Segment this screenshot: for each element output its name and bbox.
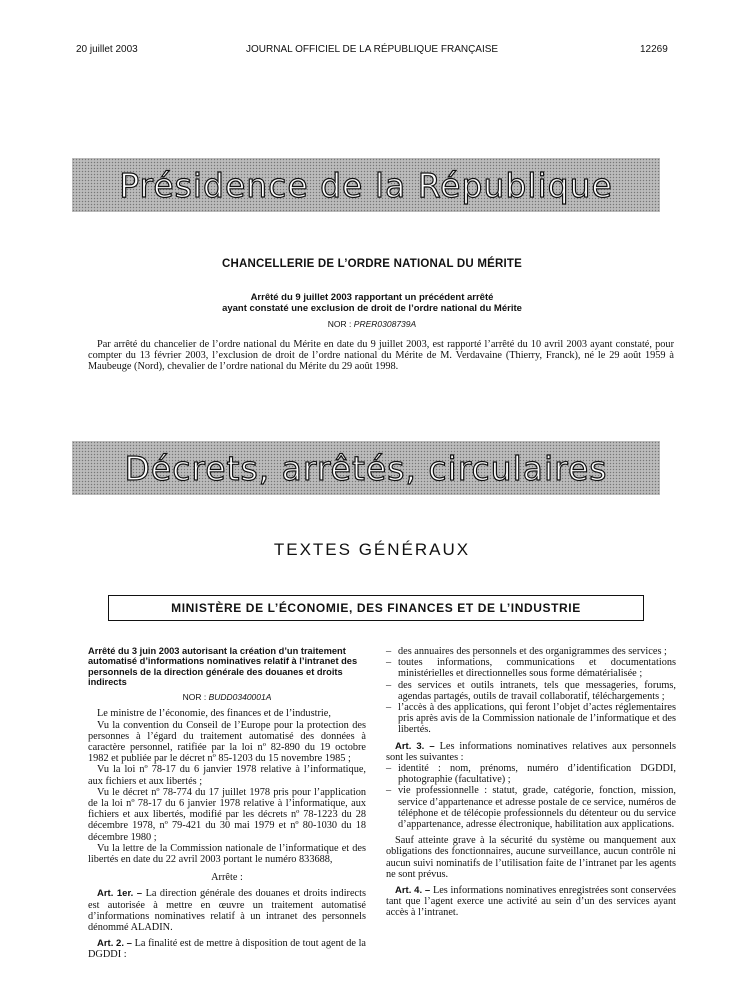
article-4-label: Art. 4. –: [395, 885, 431, 897]
arrete-title-line1: Arrêté du 9 juillet 2003 rapportant un précédent arrêté: [250, 292, 494, 303]
article-3-text: Les informations nominatives relatives aux personnels sont les suivantes :: [386, 740, 676, 763]
right-column: [386, 646, 676, 919]
list-item: – identité : nom, prénoms, numéro d’identification DGDDI, photographie (facultative) ;: [386, 763, 676, 785]
nor-label: NOR :: [327, 319, 352, 329]
chancellerie-heading: CHANCELLERIE DE L’ORDRE NATIONAL DU MÉRITE: [222, 258, 522, 270]
nor-code: BUDD0340001A: [208, 692, 272, 703]
article-1-text: La direction générale des douanes et droits indirects est autorisée à mettre en œuvre un traitement automatisé d’informations nominatives relatif à un intranet des personnels dénommé ALADIN.: [88, 888, 366, 934]
arrete-title-line2: ayant constaté une exclusion de droit de l’ordre national du Mérite: [222, 303, 522, 314]
nor-label: NOR :: [182, 692, 207, 703]
banner-text: Présidence de la République: [119, 165, 613, 205]
article-1: [88, 888, 366, 933]
journal-title: JOURNAL OFFICIEL DE LA RÉPUBLIQUE FRANÇAISE: [246, 44, 499, 55]
arrete-word: Arrête :: [211, 872, 243, 884]
ministry-box: [108, 595, 644, 621]
banner-text: Décrets, arrêtés, circulaires: [124, 448, 608, 488]
ministry-name: MINISTÈRE DE L’ÉCONOMIE, DES FINANCES ET DE L’INDUSTRIE: [171, 601, 581, 615]
nor-reference: [72, 319, 672, 329]
preamble-vu-lettre: Vu la lettre de la Commission nationale de l’informatique et des libertés en date du 22 avril 2003 portant le numéro 833688,: [88, 842, 366, 866]
article-2: [88, 938, 366, 960]
nor-reference: [88, 692, 366, 703]
section-title: TEXTES GÉNÉRAUX: [273, 540, 471, 559]
list-item: – l’accès à des applications, qui feront l’objet d’actes réglementaires pris après avis de la Commission nationale de l’informatique et des libertés.: [386, 702, 676, 736]
article-4: [386, 885, 676, 919]
list-item: – des services et outils intranets, tels que messageries, forums, agendas partagés, outils de travail collaboratif, téléchargements ;: [386, 680, 676, 702]
list-item: – des annuaires des personnels et des organigrammes des services ;: [386, 646, 676, 657]
body-paragraph: Par arrêté du chancelier de l’ordre national du Mérite en date du 9 juillet 2003, est rapporté l’arrêté du 10 avril 2003 ayant constaté, pour compter du 13 février 2003, l’exclusion de droit de l’ordre national du Mérite de M. Verdavaine (Thierry, Franck), né le 29 août 1959 à Maubeuge (Nord), chevalier de l’ordre national du Mérite du 29 août 1998.: [88, 339, 674, 373]
list-item: – toutes informations, communications et documentations ministérielles et directionnelles sous forme dématérialisée ;: [386, 657, 676, 679]
chancellerie-body: [88, 339, 674, 373]
section-banner-decrets: [72, 441, 660, 495]
article-2-text: La finalité est de mettre à disposition de tout agent de la DGDDI :: [88, 938, 366, 961]
section-banner-presidence: [72, 158, 660, 212]
preamble-vu-loi: Vu la loi nº 78-17 du 6 janvier 1978 relative à l’informatique, aux fichiers et aux libertés ;: [88, 764, 366, 787]
left-column: [88, 646, 366, 961]
preamble-minister: Le ministre de l’économie, des finances et de l’industrie,: [97, 708, 331, 720]
paragraph-sauf: Sauf atteinte grave à la sécurité du système ou manquement aux obligations des fonctionnaires, aucune surveillance, aucun contrôle ni aucun suivi nominatifs de l’utilisation faite de l’intranet par les agents ne sont prévus.: [386, 835, 676, 880]
article-2-label: Art. 2. –: [97, 938, 132, 950]
arrete-heading: Arrêté du 3 juin 2003 autorisant la création d’un traitement automatisé d’informations nominatives relatif à l’intranet des personnels de la direction générale des douanes et droits indirects: [88, 646, 358, 687]
article-1-label: Art. 1er. –: [97, 888, 143, 900]
article-4-text: Les informations nominatives enregistrées sont conservées tant que l’agent exerce une activité au sein d’un des services ayant accès à l’intranet.: [386, 885, 676, 919]
list-item: – vie professionnelle : statut, grade, catégorie, fonction, mission, service d’appartenance et adresse postale de ce service, numéros de téléphone et de télécopie professionnels du détenteur ou du service d’appartenance, adresse électronique, habilitation aux applications.: [386, 785, 676, 830]
article-3-label: Art. 3. –: [395, 740, 435, 752]
preamble-vu-decret: Vu le décret nº 78-774 du 17 juillet 1978 pris pour l’application de la loi nº 78-17 du 6 janvier 1978 relative à l’informatique, aux fichiers et aux libertés, modifié par les décrets nº 78-1223 du 28 décembre 1978, nº 79-421 du 30 mai 1979 et nº 80-1030 du 18 décembre 1980 ;: [88, 786, 366, 843]
preamble-vu-convention: Vu la convention du Conseil de l’Europe pour la protection des personnes à l’égard du traitement automatisé des données à caractère personnel, ratifiée par la loi nº 82-890 du 19 octobre 1982 et publiée par le décret nº 85-1203 du 15 novembre 1985 ;: [88, 719, 366, 765]
article-3: [386, 741, 676, 763]
arrete-title: [72, 292, 672, 314]
nor-code: PRER0308739A: [353, 319, 417, 329]
header-date: 20 juillet 2003: [76, 44, 138, 55]
page-number: 12269: [640, 44, 668, 55]
